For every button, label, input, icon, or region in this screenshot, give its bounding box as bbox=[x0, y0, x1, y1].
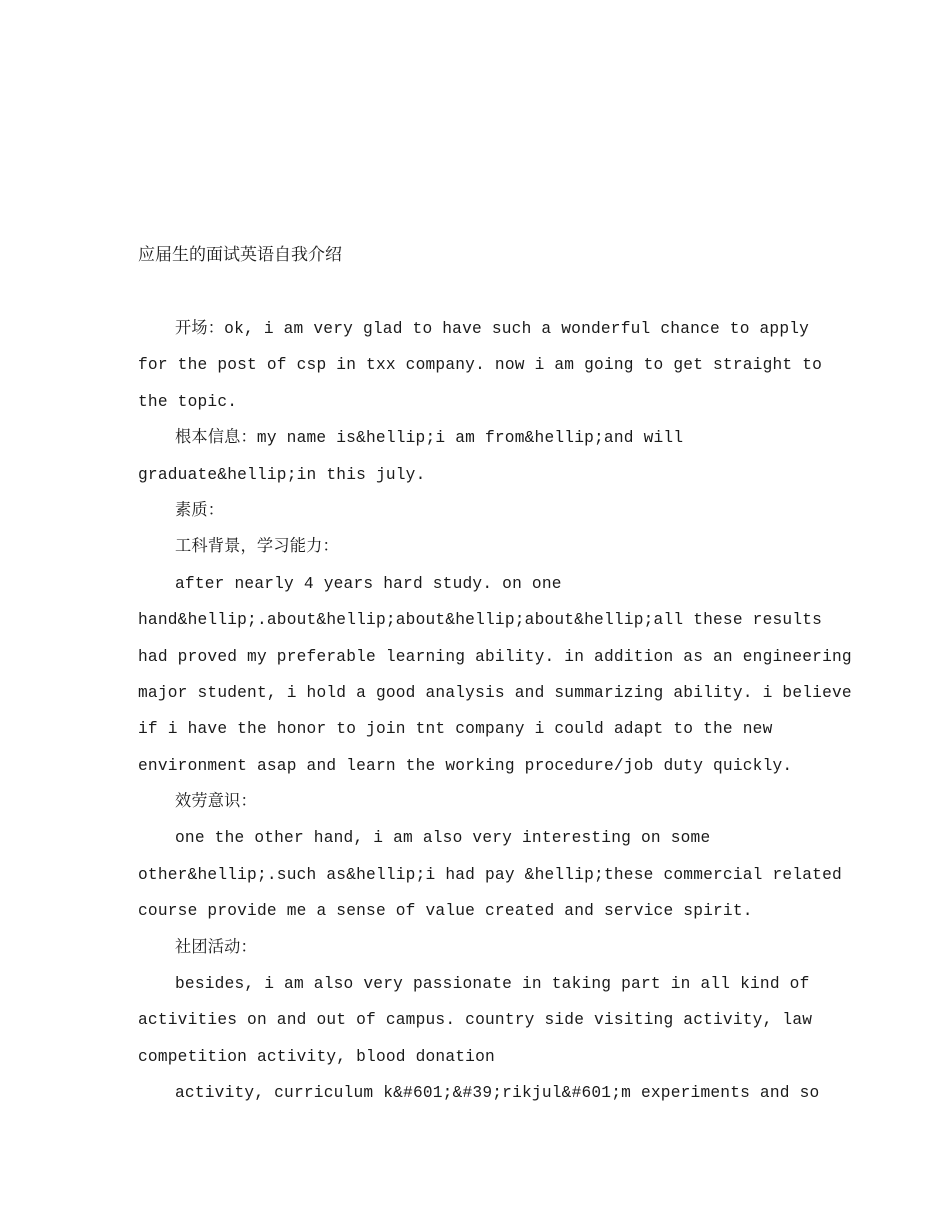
paragraph-basic-info-line-1: 根本信息：my name is&hellip;i am from&hellip;and will bbox=[175, 429, 684, 448]
heading-club-activities: 社团活动： bbox=[175, 938, 257, 957]
paragraph-study-line-1: after nearly 4 years hard study. on one bbox=[175, 574, 562, 593]
paragraph-study-line-6: environment asap and learn the working procedure/job duty quickly. bbox=[138, 756, 793, 775]
paragraph-activities-line-2: activities on and out of campus. country side visiting activity, law bbox=[138, 1011, 813, 1030]
paragraph-opening-line-1: 开场：ok, i am very glad to have such a wonderful chance to apply bbox=[175, 320, 810, 338]
paragraph-study-line-4: major student, i hold a good analysis and summarizing ability. i believe bbox=[138, 683, 852, 702]
paragraph-service-line-2: other&hellip;.such as&hellip;i had pay &hellip;these commercial related bbox=[138, 865, 842, 884]
paragraph-opening-line-3: the topic. bbox=[138, 392, 238, 411]
heading-engineering-background: 工科背景，学习能力： bbox=[175, 538, 339, 557]
paragraph-activities-line-3: competition activity, blood donation bbox=[138, 1047, 495, 1066]
paragraph-study-line-2: hand&hellip;.about&hellip;about&hellip;about&hellip;all these results bbox=[138, 611, 823, 630]
paragraph-study-line-5: if i have the honor to join tnt company i could adapt to the new bbox=[138, 720, 773, 739]
paragraph-basic-info-line-2: graduate&hellip;in this july. bbox=[138, 465, 426, 484]
paragraph-activities-line-1: besides, i am also very passionate in taking part in all kind of bbox=[175, 975, 810, 994]
document-body bbox=[138, 311, 852, 1112]
heading-service-awareness: 效劳意识： bbox=[175, 793, 257, 812]
paragraph-opening-line-2: for the post of csp in txx company. now i am going to get straight to bbox=[138, 356, 823, 375]
document-title: 应届生的面试英语自我介绍 bbox=[138, 245, 342, 265]
paragraph-service-line-1: one the other hand, i am also very interesting on some bbox=[175, 829, 711, 848]
paragraph-study-line-3: had proved my preferable learning ability. in addition as an engineering bbox=[138, 647, 852, 666]
paragraph-service-line-3: course provide me a sense of value created and service spirit. bbox=[138, 902, 753, 921]
paragraph-activities-line-4: activity, curriculum k&#601;&#39;rikjul&#601;m experiments and so bbox=[175, 1084, 820, 1103]
heading-qualities: 素质： bbox=[175, 501, 225, 520]
